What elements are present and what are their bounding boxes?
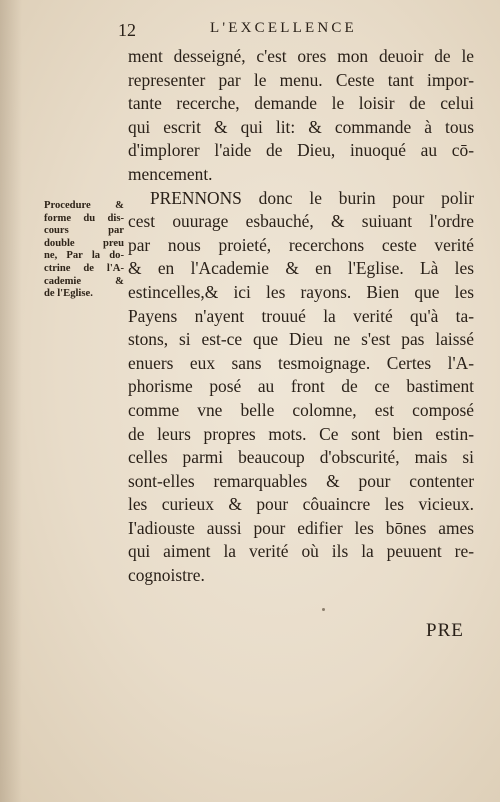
ink-speck: [322, 608, 325, 611]
body-line: qui escrit & qui lit: & commande à tous: [128, 116, 474, 137]
margin-note-line: ne, Par la do-: [44, 250, 124, 262]
body-line: les curieux & pour côuaincre les vicieux.: [128, 494, 474, 515]
body-line: mencement.: [128, 163, 213, 184]
running-title: L'EXCELLENCE: [210, 20, 357, 36]
margin-note-line: cademie &: [44, 275, 124, 287]
page-header: [110, 20, 480, 42]
margin-note-line: double preu: [44, 237, 124, 249]
body-line: celles parmi beaucoup d'obscurité, mais si: [128, 447, 474, 468]
body-line: cest ouurage esbauché, & suiuant l'ordre: [128, 211, 474, 232]
body-line: stons, si est-ce que Dieu ne s'est pas laissé: [128, 329, 474, 350]
margin-note-line: cours par: [44, 225, 124, 237]
body-line: tante recerche, demande le loisir de celui: [128, 93, 474, 114]
body-line: estincelles,& ici les rayons. Bien que les: [128, 281, 474, 302]
body-line: sont-elles remarquables & pour contenter: [128, 470, 474, 491]
margin-note: [44, 200, 124, 301]
body-line: PRENNONS donc le burin pour polir: [150, 187, 474, 208]
body-line: ment desseigné, c'est ores mon deuoir de le: [128, 46, 474, 66]
body-line: phorisme posé au front de ce bastiment: [128, 376, 474, 397]
body-line: Payens n'ayent trouué la verité qu'à ta-: [128, 305, 474, 326]
body-line: representer par le menu. Ceste tant impor-: [128, 69, 474, 90]
page-number: 12: [118, 20, 136, 40]
body-line: I'adiouste aussi pour edifier les bōnes ames: [128, 517, 474, 538]
body-line: qui aiment la verité où ils la peuuent re-: [128, 541, 474, 562]
margin-note-line: de l'Eglise.: [44, 288, 93, 300]
body-line: par nous proieté, recerchons ceste verité: [128, 234, 474, 255]
body-line: cognoistre.: [128, 565, 205, 586]
margin-note-line: forme du dis-: [44, 212, 124, 224]
body-line: enuers eux sans tesmoignage. Certes l'A-: [128, 352, 474, 373]
body-line: de leurs propres mots. Ce sont bien estin-: [128, 423, 474, 444]
body-line: & en l'Academie & en l'Eglise. Là les: [128, 258, 474, 279]
margin-note-line: ctrine de l'A-: [44, 262, 124, 274]
gutter-shadow: [0, 0, 22, 802]
catchword: PRE: [426, 620, 464, 641]
body-text: [128, 45, 474, 588]
body-line: d'implorer l'aide de Dieu, inuoqué au cō-: [128, 140, 474, 161]
margin-note-line: Procedure &: [44, 200, 124, 211]
body-line: comme vne belle colomne, est composé: [128, 399, 474, 420]
